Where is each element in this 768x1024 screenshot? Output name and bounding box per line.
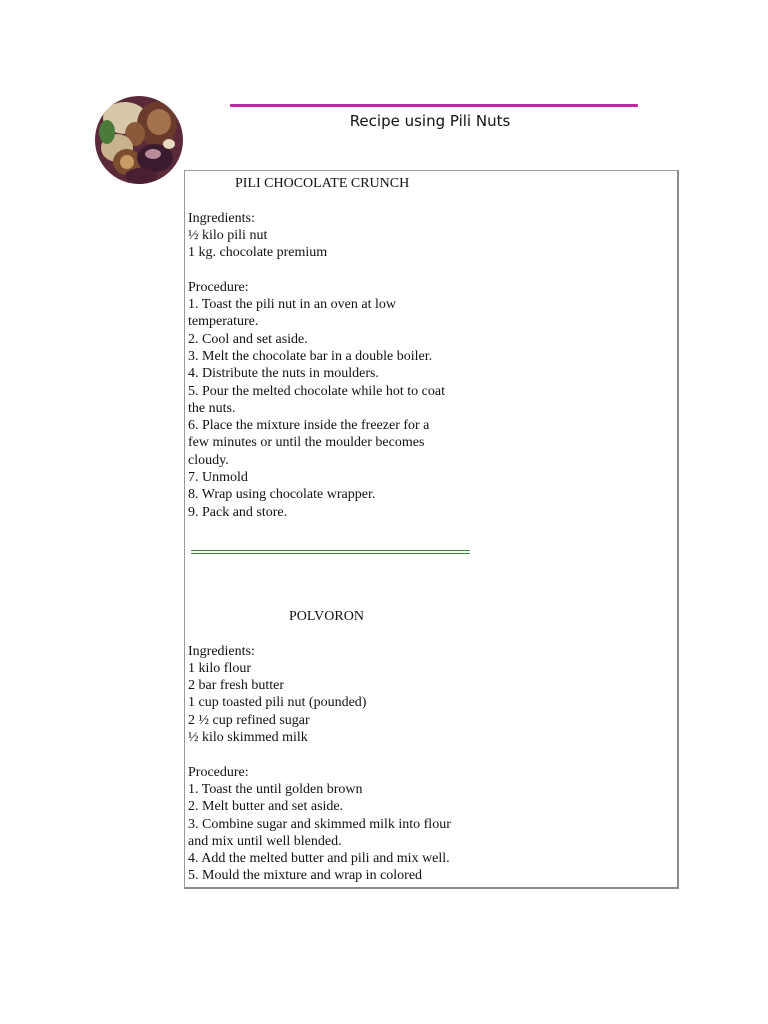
recipe-frame [184,170,679,889]
section-divider [191,550,470,554]
procedure-heading: Procedure: [188,279,249,295]
procedure-line: 4. Add the melted butter and pili and mix well. [188,851,450,867]
procedure-line: 1. Toast the until golden brown [188,781,363,797]
procedure-line: 6. Place the mixture inside the freezer for a [188,418,430,434]
procedure-line: 2. Cool and set aside. [188,331,308,347]
procedure-line: 3. Melt the chocolate bar in a double boiler. [188,348,433,364]
page-title: Recipe using Pili Nuts [349,112,511,130]
ingredient-item: 2 bar fresh butter [188,678,285,694]
procedure-line: 7. Unmold [188,470,248,486]
ingredient-item: 2 ½ cup refined sugar [188,712,310,728]
procedure-line: 1. Toast the pili nut in an oven at low [188,297,396,313]
procedure-line: 5. Pour the melted chocolate while hot to coat [188,383,445,399]
procedure-line: 8. Wrap using chocolate wrapper. [188,487,376,503]
ingredient-item: ½ kilo skimmed milk [188,730,308,746]
ingredient-item: 1 kilo flour [188,660,251,676]
pili-nuts-photo [95,96,183,184]
ingredient-item: 1 cup toasted pili nut (pounded) [188,695,367,711]
ingredients-heading: Ingredients: [188,210,255,226]
procedure-line: 4. Distribute the nuts in moulders. [188,366,379,382]
procedure-line: 9. Pack and store. [188,504,288,520]
procedure-line: 5. Mould the mixture and wrap in colored [188,868,423,884]
pili-nuts-image [95,96,183,184]
procedure-line: few minutes or until the moulder becomes [188,435,425,451]
recipe-title: POLVORON [289,609,364,624]
ingredients-heading: Ingredients: [188,643,255,659]
ingredient-item: 1 kg. chocolate premium [188,245,328,261]
procedure-line: cloudy. [188,452,229,468]
procedure-line: 2. Melt butter and set aside. [188,799,344,815]
recipe-title: PILI CHOCOLATE CRUNCH [235,176,410,191]
procedure-line: the nuts. [188,400,236,416]
procedure-line: and mix until well blended. [188,833,342,849]
recipe-polvoron [188,608,478,885]
procedure-heading: Procedure: [188,764,249,780]
title-rule [230,104,638,107]
procedure-line: temperature. [188,314,259,330]
ingredient-item: ½ kilo pili nut [188,227,268,243]
recipe-chocolate-crunch [188,175,478,521]
procedure-line: 3. Combine sugar and skimmed milk into flour [188,816,451,832]
